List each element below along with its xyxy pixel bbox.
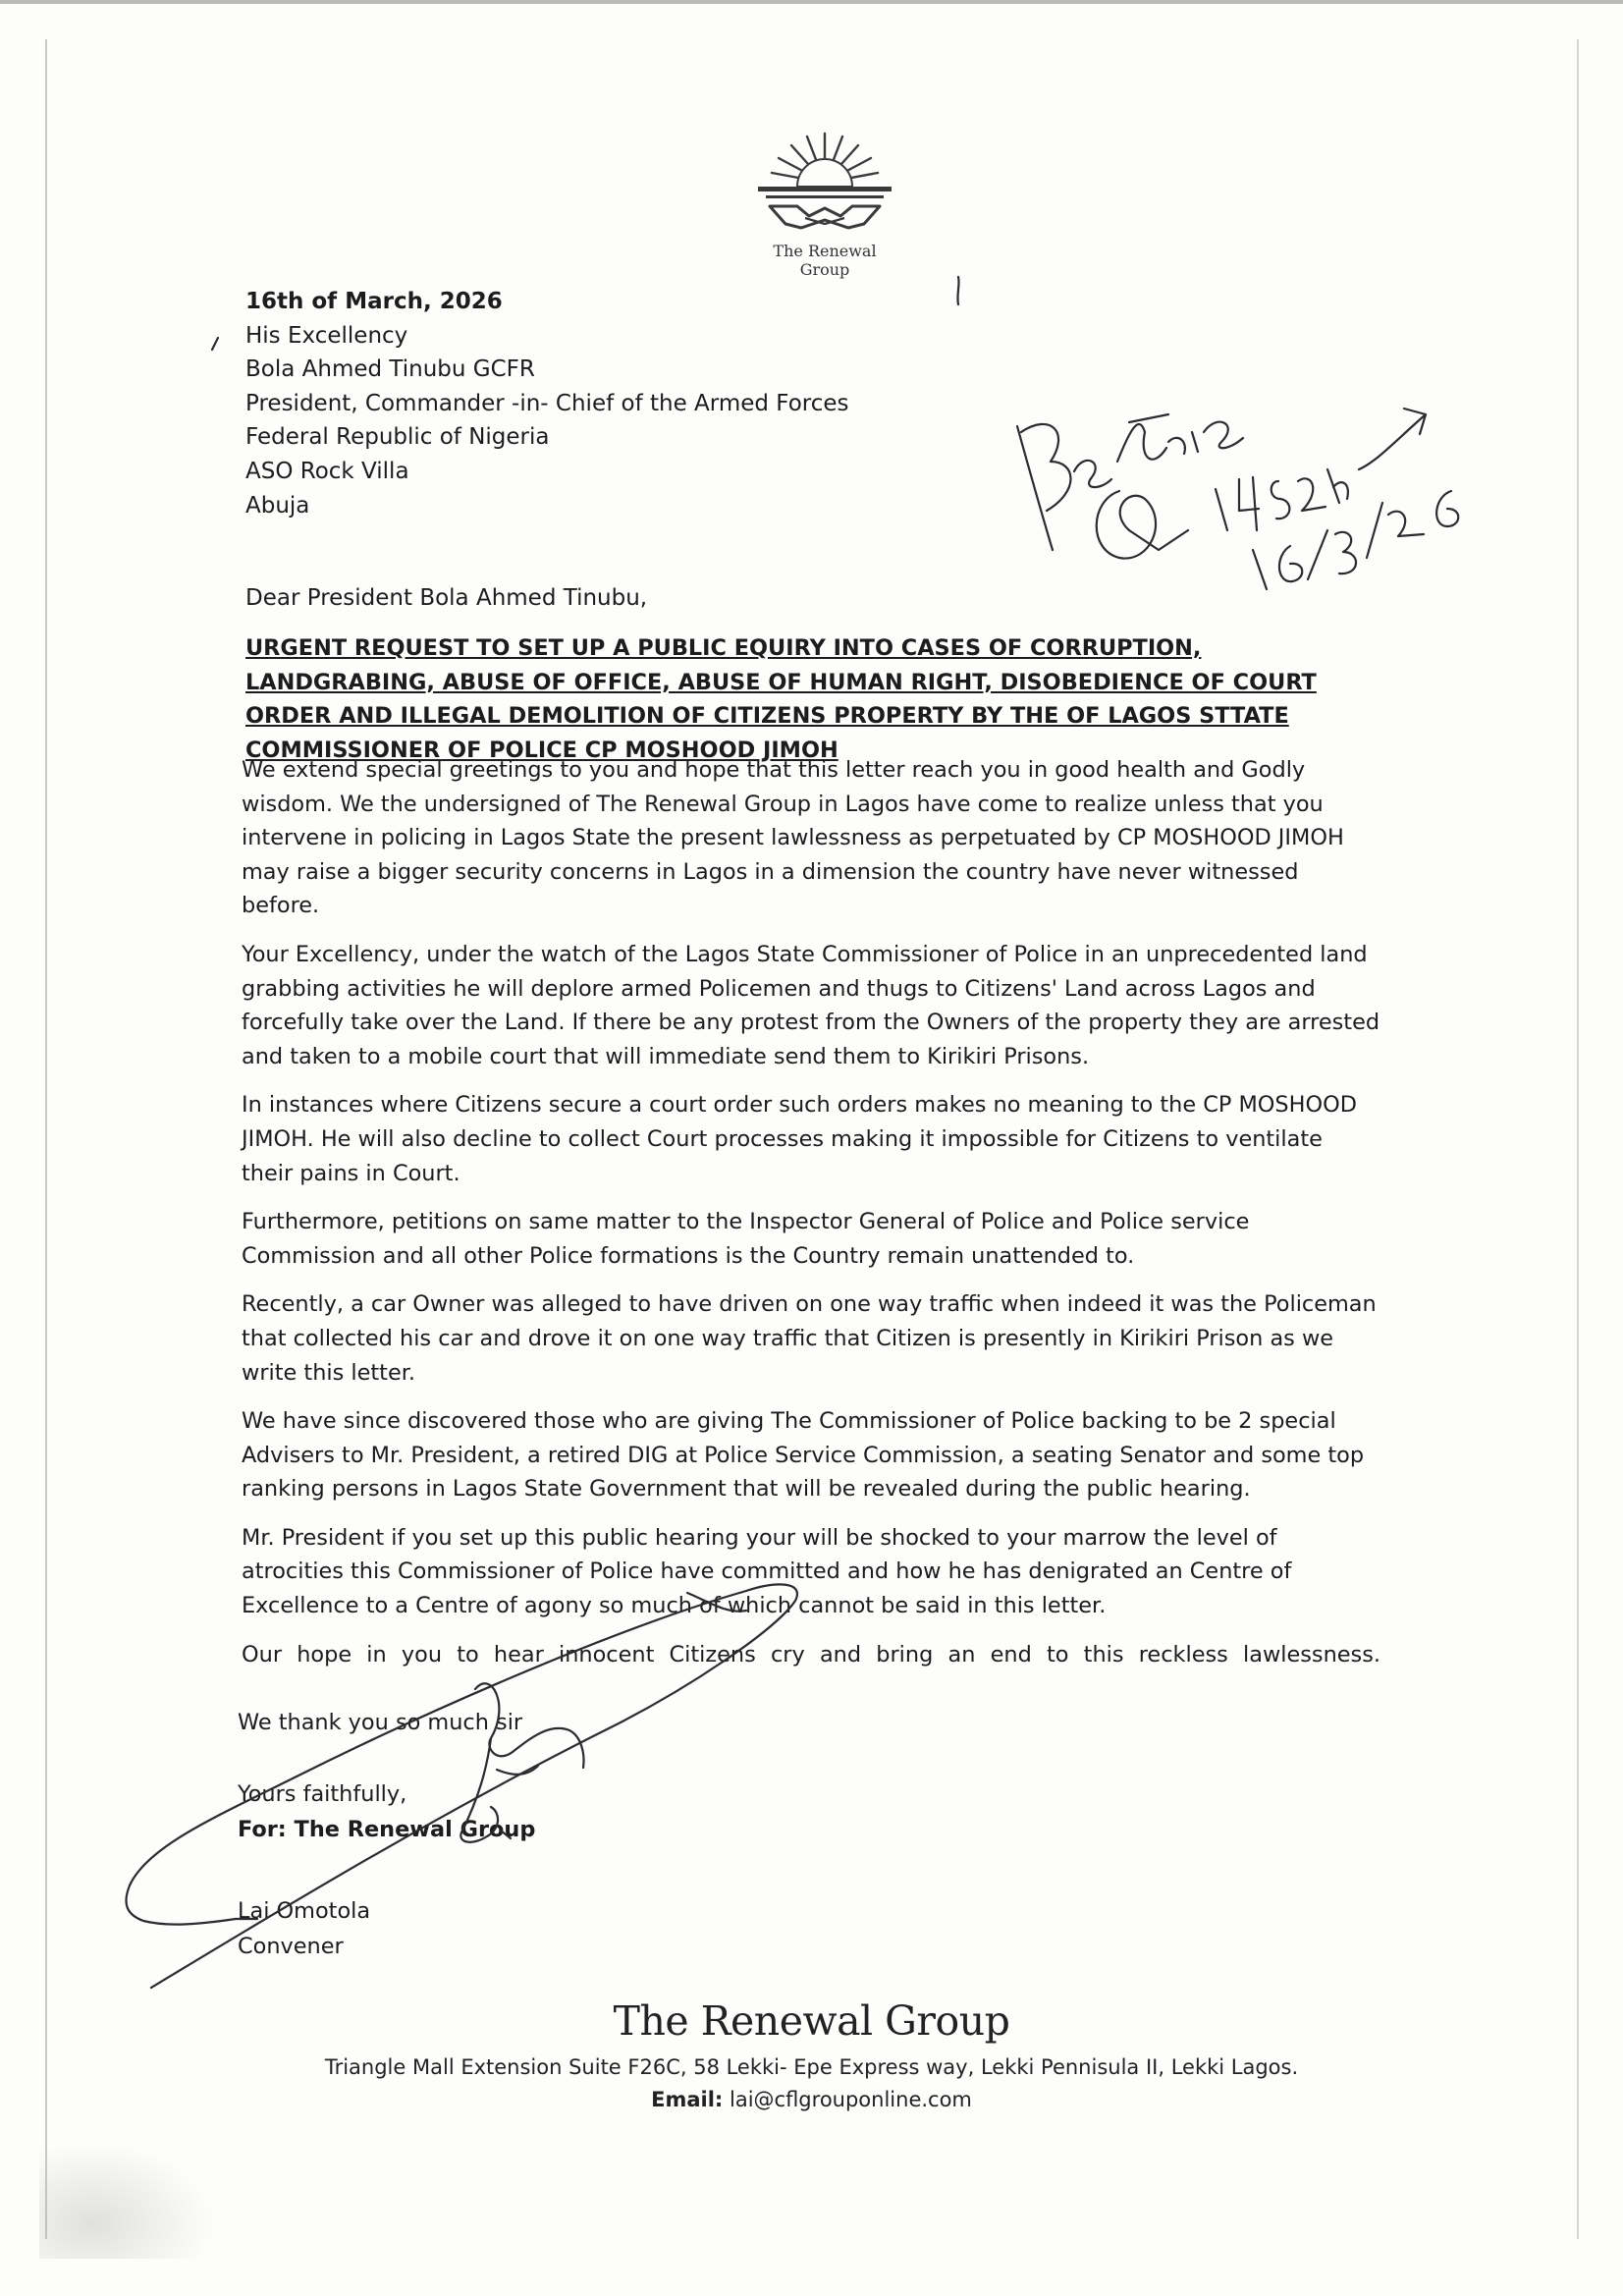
body-paragraph: We have since discovered those who are giving The Commissioner of Police backing to be 2 special Advisers to Mr. President, a retired DIG at Police Service Commission, a seating Senator and some top ranking persons in Lagos State Government that will be revealed during the public hearing.: [242, 1408, 1365, 1503]
pen-tick: [212, 338, 218, 350]
scan-left-edge: [45, 39, 47, 2239]
address-line: Federal Republic of Nigeria: [245, 424, 550, 451]
received-annotation: [1017, 409, 1458, 589]
letter-body: [242, 753, 1380, 1686]
body-paragraph: Recently, a car Owner was alleged to have driven on one way traffic when indeed it was the Policeman that collected his car and drove it on one way traffic that Citizen is presently in Kirikiri Prison as we write this letter.: [242, 1291, 1377, 1386]
address-line: Abuja: [245, 492, 310, 519]
address-line: Bola Ahmed Tinubu GCFR: [245, 356, 535, 383]
body-paragraph: Your Excellency, under the watch of the Lagos State Commissioner of Police in an unprecedented land grabbing activities he will deplore armed Policemen and thugs to Citizens' Land across Lagos and forcefully take over the Land. If there be any protest from the Owners of the property they are arrested and taken to a mobile court that will immediate send them to Kirikiri Prisons.: [242, 941, 1380, 1069]
email-address: lai@cflgrouponline.com: [730, 2088, 972, 2111]
body-paragraph: In instances where Citizens secure a court order such orders makes no meaning to the CP MOSHOOD JIMOH. He will also decline to collect Court processes making it impossible for Citizens to ventilate their pains in Court.: [242, 1092, 1357, 1186]
scan-smudge: [39, 2141, 216, 2259]
address-line: His Excellency: [245, 322, 408, 349]
for-line: For: The Renewal Group: [238, 1817, 536, 1843]
email-label: Email:: [651, 2088, 724, 2111]
sunrise-handshake-icon: [746, 126, 903, 244]
body-paragraph: Furthermore, petitions on same matter to the Inspector General of Police and Police service Commission and all other Police formations is the Country remain unattended to.: [242, 1209, 1250, 1269]
footer-org-name: The Renewal Group: [613, 1997, 1010, 2045]
signatory-title: Convener: [238, 1934, 344, 1960]
scan-right-edge: [1577, 39, 1579, 2239]
address-line: ASO Rock Villa: [245, 458, 409, 484]
recipient-address: [245, 285, 1031, 522]
letterhead-logo: [746, 126, 903, 279]
sign-off: Yours faithfully,: [238, 1780, 407, 1807]
scan-top-edge: [0, 0, 1623, 4]
subject-heading: URGENT REQUEST TO SET UP A PUBLIC EQUIRY INTO CASES OF CORRUPTION, LANDGRABING, ABUSE OF OFFICE, ABUSE OF HUMAN RIGHT, DISOBEDIENCE OF COURT ORDER AND ILLEGAL DEMOLITION OF CITIZENS PROPERTY BY THE OF LAGOS STTATE COMMISSIONER OF POLICE CP MOSHOOD JIMOH: [245, 635, 1317, 763]
signatory-name: Lai Omotola: [238, 1897, 371, 1924]
letter-date: 16th of March, 2026: [245, 289, 503, 314]
body-paragraph: Our hope in you to hear innocent Citizens cry and bring an end to this reckless lawlessness.: [242, 1641, 1380, 1667]
closing-block: [238, 1705, 535, 1965]
footer-email: [0, 2088, 1623, 2111]
salutation: Dear President Bola Ahmed Tinubu,: [245, 585, 648, 611]
letterhead-org-name: The Renewal Group: [773, 242, 877, 279]
closing-thanks: We thank you so much sir: [238, 1710, 523, 1735]
body-paragraph: Mr. President if you set up this public hearing your will be shocked to your marrow the level of atrocities this Commissioner of Police have committed and how he has denigrated an Centre of Excellence to a Centre of agony so much of which cannot be said in this letter.: [242, 1524, 1292, 1619]
address-line: President, Commander -in- Chief of the Armed Forces: [245, 390, 849, 416]
footer-address: Triangle Mall Extension Suite F26C, 58 Lekki- Epe Express way, Lekki Pennisula II, Lekki Lagos.: [324, 2055, 1299, 2079]
body-paragraph: We extend special greetings to you and hope that this letter reach you in good health and Godly wisdom. We the undersigned of The Renewal Group in Lagos have come to realize unless that you intervene in policing in Lagos State the present lawlessness as perpetuated by CP MOSHOOD JIMOH may raise a bigger security concerns in Lagos in a dimension the country have never witnessed before.: [242, 757, 1344, 919]
